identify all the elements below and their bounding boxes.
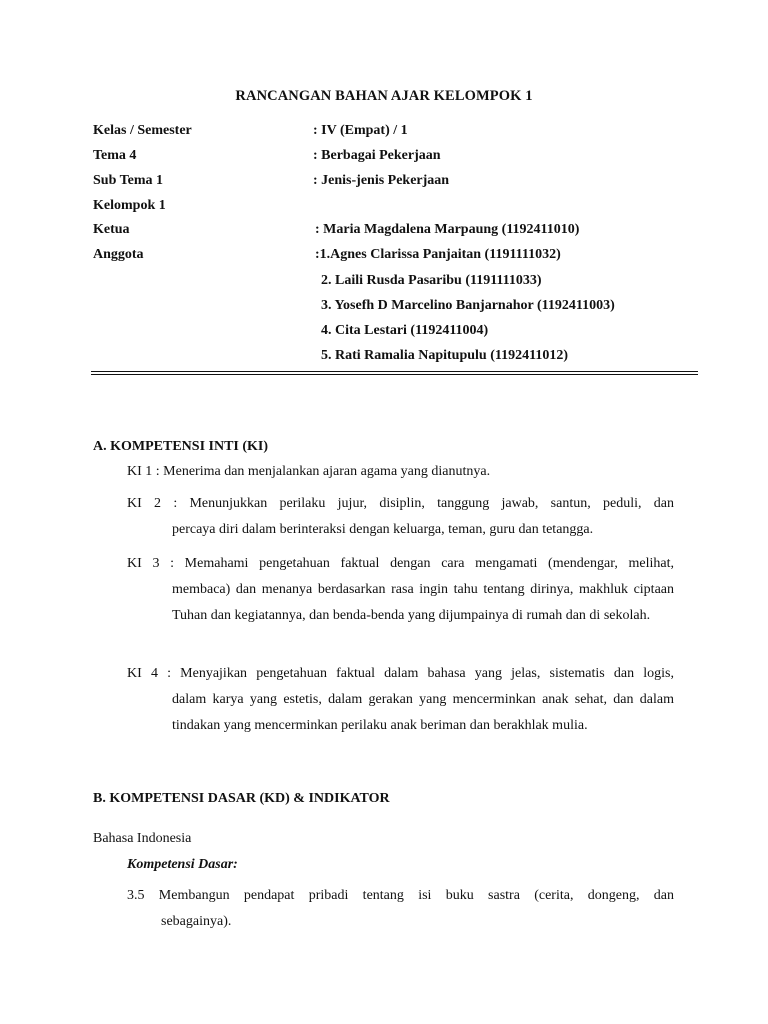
kd-label: Kompetensi Dasar: xyxy=(127,857,238,872)
kd-3-5: 3.5 Membangun pendapat pribadi tentang isi buku sastra (cerita, dongeng, dan sebagainya). xyxy=(127,888,674,929)
info-value: : Berbagai Pekerjaan xyxy=(313,148,441,163)
info-label: Sub Tema 1 xyxy=(93,173,164,188)
info-label: Anggota xyxy=(93,247,144,262)
ki-2: KI 2 : Menunjukkan perilaku jujur, disiplin, tanggung jawab, santun, peduli, dan percaya diri dalam berinteraksi dengan keluarga, teman, guru dan tetangga. xyxy=(127,496,674,537)
info-label: Tema 4 xyxy=(93,148,137,163)
document-title: RANCANGAN BAHAN AJAR KELOMPOK 1 xyxy=(235,88,533,104)
ki-3: KI 3 : Memahami pengetahuan faktual dengan cara mengamati (mendengar, melihat, membaca) dan menanya berdasarkan rasa ingin tahu tentang dirinya, makhluk ciptaan Tuhan dan kegiatannya, dan benda-benda yang dijumpainya di rumah dan di sekolah. xyxy=(127,556,674,623)
document-page: RANCANGAN BAHAN AJAR KELOMPOK 1 Kelas / Semester : IV (Empat) / 1 Tema 4 : Berbagai Pekerjaan Sub Tema 1 : Jenis-jenis Pekerjaan Kelompok 1 Ketua : Maria Magdalena Marpaung (1192411010) Anggota :1.Agnes Clarissa Panjaitan (1191111032) 2. Laili Rusda Pasaribu (1191111033) 3. Yosefh D Marcelino Banjarnahor (1192411003) 4. Cita Lestari (1192411004) 5. Rati Ramalia Napitupulu (1192411012) A. KOMPETENSI INTI (KI) KI 1 : Menerima dan menjalankan ajaran agama yang dianutnya. KI 2 : Menunjukkan perilaku jujur, disiplin, tanggung jawab, santun, peduli, dan percaya diri dalam berinteraksi dengan keluarga, teman, guru dan tetangga. KI 3 : Memahami pengetahuan faktual dengan cara mengamati (mendengar, melihat, membaca) dan menanya berdasarkan rasa ingin tahu tentang dirinya, makhluk ciptaan Tuhan dan kegiatannya, dan benda-benda yang dijumpainya di rumah dan di sekolah. KI 4 : Menyajikan pengetahuan faktual dalam bahasa yang jelas, sistematis dan logis, dalam karya yang estetis, dalam gerakan yang mencerminkan anak sehat, dan dalam tindakan yang mencerminkan perilaku anak beriman dan berakhlak mulia. B. KOMPETENSI DASAR (KD) & INDIKATOR Bahasa Indonesia Kompetensi Dasar: 3.5 Membangun pendapat pribadi tentang isi buku sastra (cerita, dongeng, dan sebagainya). xyxy=(0,0,768,1024)
info-value: : Maria Magdalena Marpaung (1192411010) xyxy=(315,222,580,237)
section-b-heading: B. KOMPETENSI DASAR (KD) & INDIKATOR xyxy=(93,791,390,806)
info-value: :1.Agnes Clarissa Panjaitan (1191111032) xyxy=(315,247,561,262)
divider-line xyxy=(91,374,698,375)
info-label: Kelas / Semester xyxy=(93,123,192,138)
info-value: : IV (Empat) / 1 xyxy=(313,123,408,138)
info-label: Ketua xyxy=(93,222,130,237)
section-a-heading: A. KOMPETENSI INTI (KI) xyxy=(93,439,269,454)
subject-label: Bahasa Indonesia xyxy=(93,831,192,846)
ki-4: KI 4 : Menyajikan pengetahuan faktual dalam bahasa yang jelas, sistematis dan logis, dalam karya yang estetis, dalam gerakan yang mencerminkan anak sehat, dan dalam tindakan yang mencerminkan perilaku anak beriman dan berakhlak mulia. xyxy=(127,666,674,733)
info-value: : Jenis-jenis Pekerjaan xyxy=(313,173,450,188)
divider-line xyxy=(91,371,698,372)
info-label: Kelompok 1 xyxy=(93,198,166,213)
ki-1: KI 1 : Menerima dan menjalankan ajaran agama yang dianutnya. xyxy=(127,464,491,479)
